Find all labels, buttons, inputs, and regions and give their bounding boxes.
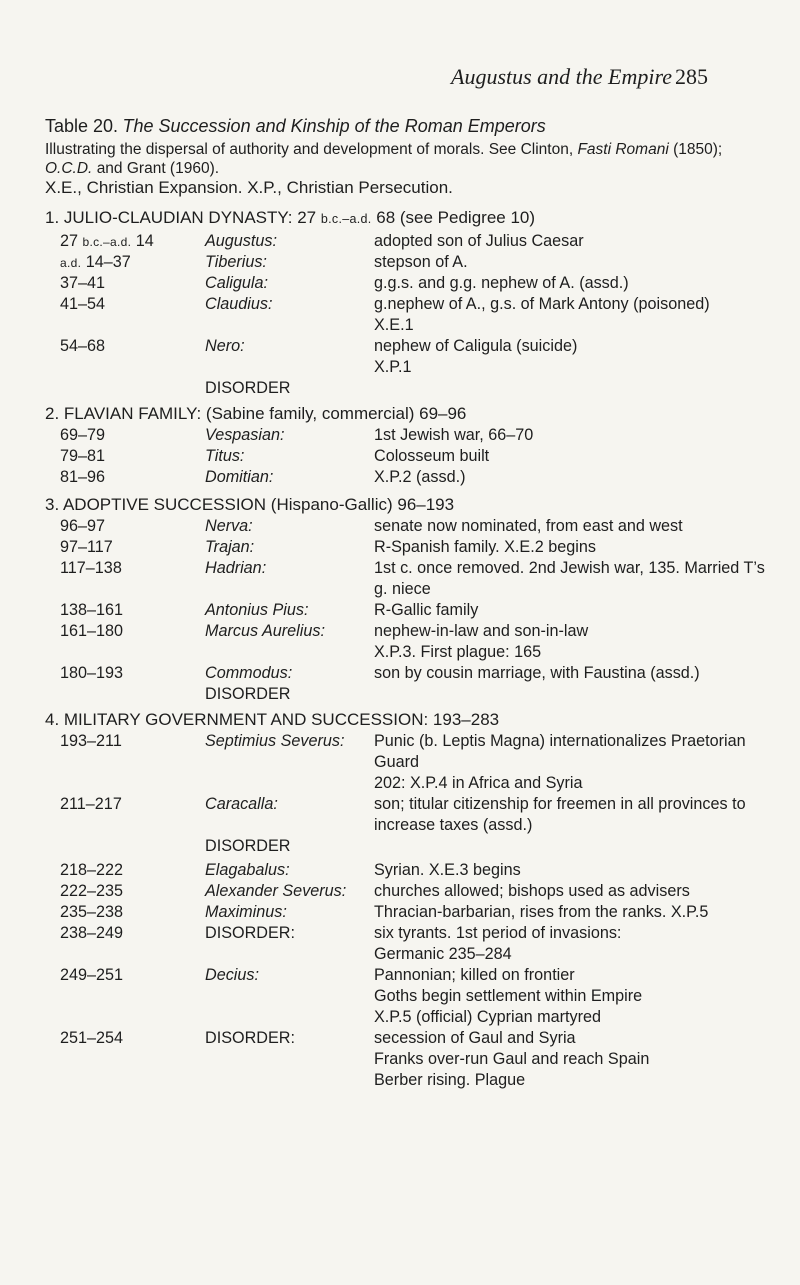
emperor-name: Tiberius: (205, 253, 267, 271)
section-heading-text-2: 68 (see Pedigree 10) (371, 208, 536, 227)
key-line: X.E., Christian Expansion. X.P., Christian Persecution. (45, 178, 453, 197)
disorder-marker: DISORDER (205, 837, 291, 855)
emperor-note-2: X.P.1 (374, 358, 412, 376)
section-heading: 2. FLAVIAN FAMILY: (Sabine family, commercial) 69–96 (45, 404, 467, 423)
emperor-note: X.P.2 (assd.) (374, 468, 466, 486)
table-caption (45, 114, 725, 178)
section-flavian (45, 402, 765, 488)
emperor-name: Nero: (205, 337, 245, 355)
table-row (45, 731, 765, 794)
emperor-name: Hadrian: (205, 559, 267, 577)
table-row (45, 273, 765, 294)
emperor-note: R-Spanish family. X.E.2 begins (374, 538, 596, 556)
reign-dates: 218–222 (60, 861, 124, 879)
desc-part-3: and Grant (1960). (96, 160, 220, 177)
reign-dates: 54–68 (60, 337, 106, 355)
emperor-name: Elagabalus: (205, 861, 290, 879)
running-head (0, 64, 800, 94)
section-military (45, 708, 765, 1091)
emperor-note-2: 202: X.P.4 in Africa and Syria (374, 774, 583, 792)
disorder-marker: DISORDER (205, 379, 291, 397)
table-row (45, 881, 765, 902)
table-row (45, 231, 765, 252)
reign-dates: 161–180 (60, 622, 124, 640)
table-row (45, 558, 765, 600)
emperor-note: g.g.s. and g.g. nephew of A. (assd.) (374, 274, 629, 292)
reign-dates: 96–97 (60, 517, 106, 535)
emperor-name: Commodus: (205, 664, 293, 682)
table-row (45, 336, 765, 378)
reign-dates: 41–54 (60, 295, 106, 313)
emperor-note-2: X.E.1 (374, 316, 414, 334)
emperor-note: nephew of Caligula (suicide) (374, 337, 578, 355)
succession-table (45, 176, 765, 1093)
emperor-note: Syrian. X.E.3 begins (374, 861, 521, 879)
emperor-name: Marcus Aurelius: (205, 622, 325, 640)
emperor-name: Augustus: (205, 232, 277, 250)
emperor-note: Colosseum built (374, 447, 490, 465)
emperor-note-2: Goths begin settlement within Empire (374, 987, 643, 1005)
section-heading: 4. MILITARY GOVERNMENT AND SUCCESSION: 193–283 (45, 710, 500, 729)
emperor-note: g.nephew of A., g.s. of Mark Antony (poisoned) (374, 295, 710, 313)
table-row (45, 294, 765, 336)
emperor-note: R-Gallic family (374, 601, 479, 619)
reign-dates: 235–238 (60, 903, 124, 921)
reign-dates: 251–254 (60, 1029, 124, 1047)
emperor-note: Thracian-barbarian, rises from the ranks. X.P.5 (374, 903, 709, 921)
emperor-name: Alexander Severus: (205, 882, 347, 900)
disorder-marker: DISORDER (205, 685, 291, 703)
section-heading (45, 206, 765, 231)
disorder-label: DISORDER: (205, 1029, 295, 1047)
table-row (45, 537, 765, 558)
section-heading: 3. ADOPTIVE SUCCESSION (Hispano-Gallic) 96–193 (45, 495, 455, 514)
emperor-name: Decius: (205, 966, 259, 984)
table-row (45, 252, 765, 273)
desc-part-1: Illustrating the dispersal of authority and development of morals. See Clinton, (45, 141, 574, 158)
table-row (45, 902, 765, 923)
emperor-note: 1st c. once removed. 2nd Jewish war, 135. Married T’s g. niece (374, 559, 765, 598)
table-row (45, 600, 765, 621)
emperor-name: Trajan: (205, 538, 255, 556)
emperor-name: Septimius Severus: (205, 732, 345, 750)
table-row (45, 1028, 765, 1091)
emperor-name: Caracalla: (205, 795, 278, 813)
emperor-name: Domitian: (205, 468, 274, 486)
reign-dates: a.d. 14–37 (60, 253, 131, 271)
reign-dates: 97–117 (60, 538, 113, 556)
emperor-name: Claudius: (205, 295, 273, 313)
emperor-note: son; titular citizenship for freemen in all provinces to increase taxes (assd.) (374, 795, 746, 834)
emperor-name: Antonius Pius: (205, 601, 309, 619)
table-row (45, 446, 765, 467)
emperor-note-2: Germanic 235–284 (374, 945, 512, 963)
emperor-note: secession of Gaul and Syria (374, 1029, 576, 1047)
emperor-note: son by cousin marriage, with Faustina (assd.) (374, 664, 700, 682)
reign-dates: 69–79 (60, 426, 106, 444)
emperor-name: Titus: (205, 447, 245, 465)
table-title: The Succession and Kinship of the Roman Emperors (122, 116, 546, 136)
emperor-note: churches allowed; bishops used as advisers (374, 882, 690, 900)
reign-dates: 211–217 (60, 795, 122, 813)
running-head-title: Augustus and the Empire (451, 64, 672, 89)
section-heading-text: 1. JULIO-CLAUDIAN DYNASTY: 27 (45, 208, 321, 227)
emperor-note-2: X.P.3. First plague: 165 (374, 643, 542, 661)
table-description (45, 140, 725, 178)
page-number: 285 (675, 64, 708, 89)
emperor-note-3: X.P.5 (official) Cyprian martyred (374, 1008, 602, 1026)
emperor-name: Vespasian: (205, 426, 285, 444)
table-row (45, 860, 765, 881)
emperor-note: adopted son of Julius Caesar (374, 232, 584, 250)
reign-dates: 27 b.c.–a.d. 14 (60, 232, 154, 250)
emperor-note: Pannonian; killed on frontier (374, 966, 575, 984)
table-row (45, 965, 765, 1028)
reign-dates: 222–235 (60, 882, 124, 900)
reign-dates: 79–81 (60, 447, 106, 465)
section-adoptive (45, 493, 765, 705)
table-row (45, 794, 765, 836)
table-row (45, 425, 765, 446)
reign-dates: 81–96 (60, 468, 106, 486)
emperor-note: 1st Jewish war, 66–70 (374, 426, 534, 444)
emperor-note-3: Berber rising. Plague (374, 1071, 526, 1089)
reign-dates: 193–211 (60, 732, 122, 750)
emperor-name: Caligula: (205, 274, 268, 292)
section-julio-claudian (45, 206, 765, 399)
emperor-name: Maximinus: (205, 903, 287, 921)
emperor-note: six tyrants. 1st period of invasions: (374, 924, 622, 942)
desc-ref-2: O.C.D. (45, 160, 93, 177)
table-row (45, 516, 765, 537)
reign-dates: 238–249 (60, 924, 124, 942)
emperor-name: Nerva: (205, 517, 253, 535)
emperor-note: nephew-in-law and son-in-law (374, 622, 589, 640)
table-number: Table 20. (45, 116, 119, 136)
emperor-note: senate now nominated, from east and west (374, 517, 683, 535)
emperor-note: stepson of A. (374, 253, 468, 271)
desc-part-2: (1850); (673, 141, 723, 158)
table-row (45, 923, 765, 965)
reign-dates: 117–138 (60, 559, 122, 577)
desc-ref-1: Fasti Romani (577, 141, 669, 158)
emperor-note-2: Franks over-run Gaul and reach Spain (374, 1050, 650, 1068)
table-row (45, 663, 765, 684)
emperor-note: Punic (b. Leptis Magna) internationalizes Praetorian Guard (374, 732, 746, 771)
reign-dates: 37–41 (60, 274, 106, 292)
reign-dates: 138–161 (60, 601, 124, 619)
section-heading-era: b.c.–a.d. (320, 212, 372, 226)
table-row (45, 467, 765, 488)
disorder-label: DISORDER: (205, 924, 295, 942)
reign-dates: 180–193 (60, 664, 124, 682)
table-row (45, 621, 765, 663)
reign-dates: 249–251 (60, 966, 124, 984)
